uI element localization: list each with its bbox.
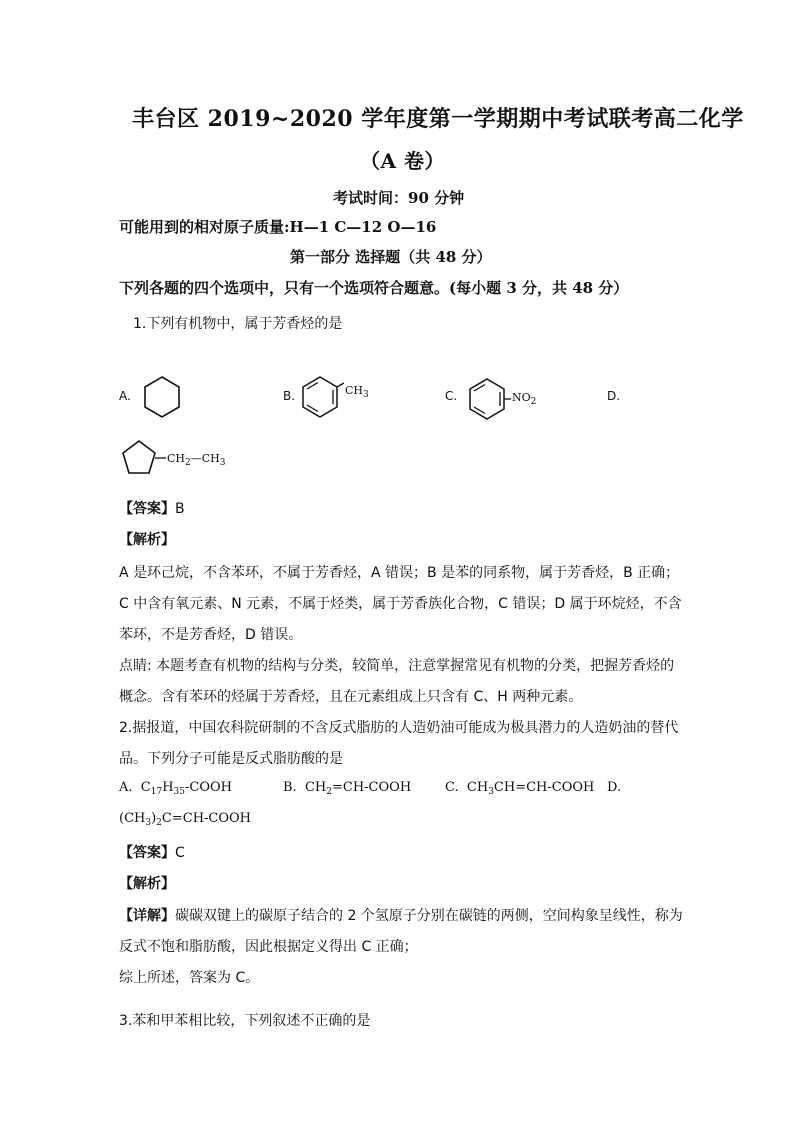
option-b-label: B. xyxy=(283,389,296,403)
instructions: 下列各题的四个选项中，只有一个选项符合题意。(每小题 3 分，共 48 分） xyxy=(119,279,629,297)
q1-answer: 【答案】B xyxy=(119,501,185,517)
page-title: 丰台区 2019~2020 学年度第一学期期中考试联考高二化学 xyxy=(132,106,744,132)
q2-answer: 【答案】C xyxy=(119,845,185,861)
page-subtitle: （A 卷） xyxy=(360,149,445,173)
nitro-group-label: $NO_2$ xyxy=(512,391,537,407)
ethylcyclopentane-structure xyxy=(120,438,168,480)
q2-option-d-label: D. xyxy=(607,780,622,795)
q2-summary: 综上所述，答案为 C。 xyxy=(119,970,260,986)
q2-option-c: C. $CH_3CH=CH$-COOH xyxy=(445,780,595,797)
q1-comment-line-2: 概念。含有苯环的烃属于芳香烃，且在元素组成上只含有 C、H 两种元素。 xyxy=(119,689,583,705)
q2-option-a: A. $C_{17}H_{35}$-COOH xyxy=(119,780,232,797)
question-2-stem-line-1: 2.据报道，中国农科院研制的不含反式脂肪的人造奶油可能成为极具潜力的人造奶油的替代 xyxy=(119,720,679,736)
section-heading: 第一部分 选择题（共 48 分） xyxy=(290,248,492,266)
q1-analysis-line-2: C 中含有氧元素、N 元素，不属于烃类，属于芳香族化合物，C 错误；D 属于环烷烃，不含 xyxy=(119,596,682,612)
q2-detail-line-2: 反式不饱和脂肪酸，因此根据定义得出 C 正确； xyxy=(119,939,418,955)
nitrobenzene-structure xyxy=(467,376,511,422)
question-3-stem: 3.苯和甲苯相比较，下列叙述不正确的是 xyxy=(119,1013,371,1029)
toluene-methyl-label: $CH_3$ xyxy=(345,384,369,400)
q1-analysis-line-3: 苯环，不是芳香烃，D 错误。 xyxy=(119,627,303,643)
q2-analysis-heading: 【解析】 xyxy=(119,876,175,892)
q2-detail-line-1: 【详解】碳碳双键上的碳原子结合的 2 个氢原子分别在碳链的两侧，空间构象呈线性，称为 xyxy=(119,908,683,924)
toluene-structure xyxy=(300,374,344,420)
q2-option-b: B. $CH_2=CH$-COOH xyxy=(283,780,412,797)
cyclohexane-structure xyxy=(141,375,183,421)
option-d-label: D. xyxy=(607,389,621,403)
question-2-stem-line-2: 品。下列分子可能是反式脂肪酸的是 xyxy=(119,751,343,767)
atomic-mass-line: 可能用到的相对原子质量:H—1 C—12 O—16 xyxy=(119,218,437,236)
ethyl-group-label: $CH_2—CH_3$ xyxy=(167,452,226,468)
question-1-stem: 1.下列有机物中，属于芳香烃的是 xyxy=(133,316,343,332)
option-a-label: A. xyxy=(119,389,131,403)
q1-comment-line-1: 点睛: 本题考查有机物的结构与分类，较简单，注意掌握常见有机物的分类，把握芳香烃的 xyxy=(119,658,675,674)
q2-option-d: $(CH_3)_2C=CH$-COOH xyxy=(119,811,252,828)
q1-analysis-heading: 【解析】 xyxy=(119,532,175,548)
q1-analysis-line-1: A 是环己烷，不含苯环，不属于芳香烃，A 错误；B 是苯的同系物，属于芳香烃，B 正确； xyxy=(119,565,680,581)
option-c-label: C. xyxy=(445,389,458,403)
exam-time: 考试时间：90 分钟 xyxy=(333,189,465,207)
